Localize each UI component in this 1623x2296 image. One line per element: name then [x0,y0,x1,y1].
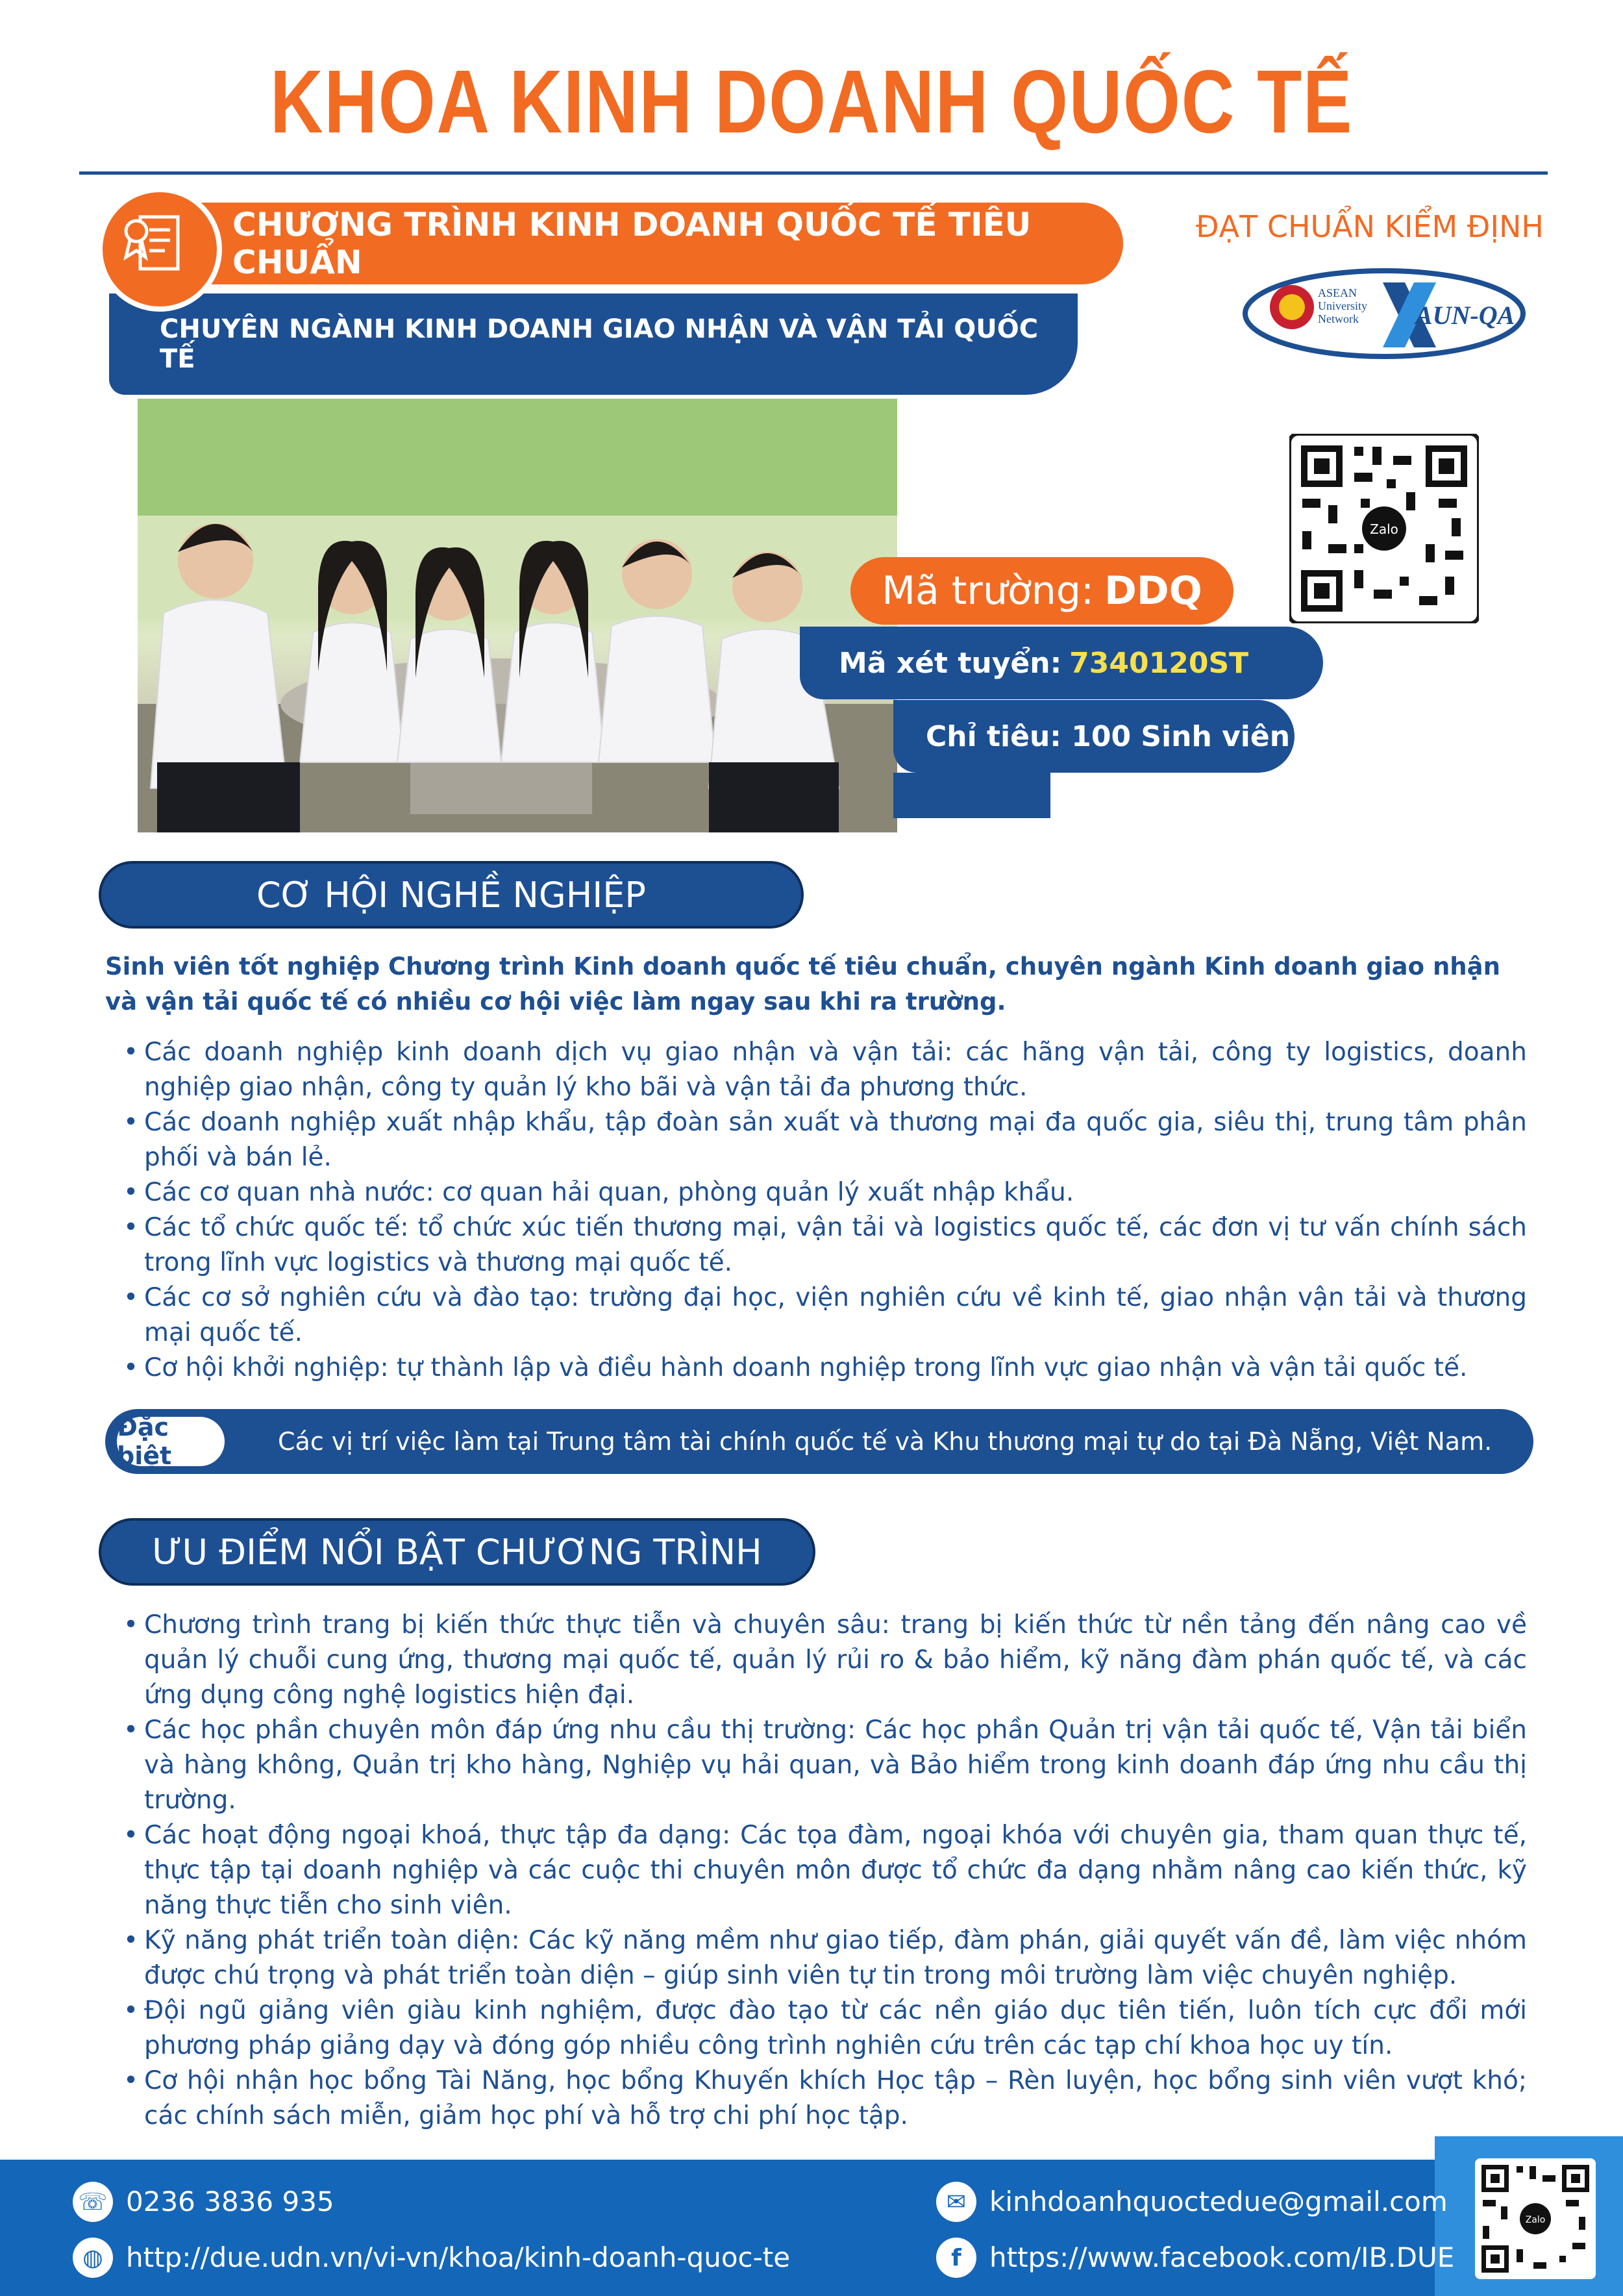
zalo-qr-code[interactable] [1289,434,1479,623]
quota-tail [893,773,1050,818]
logo-text-university: University [1318,299,1367,312]
certificate-icon [103,192,206,296]
special-text: Các vị trí việc làm tại Trung tâm tài chính quốc tế và Khu thương mại tự do tại Đà Nẵng, Việt Nam. [278,1427,1493,1456]
list-item: • Các doanh nghiệp xuất nhập khẩu, tập đoàn sản xuất và thương mại đa quốc gia, siêu thị, trung tâm phân phối và bán lẻ. [105,1105,1527,1175]
list-item: • Cơ hội nhận học bổng Tài Năng, học bổng Khuyến khích Học tập – Rèn luyện, học bổng sinh viên vượt khó; các chính sách miễn, giảm học phí và hỗ trợ chi phí học tập. [105,2064,1527,2134]
major-label: CHUYÊN NGÀNH KINH DOANH GIAO NHẬN VÀ VẬN TẢI QUỐC TẾ [160,314,1039,374]
facebook-icon: f [936,2238,976,2278]
list-item: • Chương trình trang bị kiến thức thực tiễn và chuyên sâu: trang bị kiến thức từ nền tảng đến nâng cao về quản lý chuỗi cung ứng, thương mại quốc tế, quản lý rủi ro & bảo hiểm, kỹ năng đàm phán quốc tế, và các ứng dụng công nghệ logistics hiện đại. [105,1608,1527,1713]
footer-qr-code[interactable] [1475,2158,1596,2279]
list-item: • Các hoạt động ngoại khoá, thực tập đa dạng: Các tọa đàm, ngoại khóa với chuyên gia, tham quan thực tế, thực tập tại doanh nghiệp và các cuộc thi chuyên môn được tổ chức đa dạng nhằm nâng cao kiến thức, kỹ năng thực tiễn cho sinh viên. [105,1818,1527,1923]
accreditation-label: ĐẠT CHUẨN KIỂM ĐỊNH [1195,209,1544,244]
list-item: • Các cơ quan nhà nước: cơ quan hải quan, phòng quản lý xuất nhập khẩu. [105,1175,1527,1210]
careers-heading [99,861,804,929]
list-item: • Các doanh nghiệp kinh doanh dịch vụ giao nhận và vận tải: các hãng vận tải, công ty logistics, doanh nghiệp giao nhận, công ty quản lý kho bãi và vận tải đa phương thức. [105,1035,1527,1105]
email-icon: ✉ [936,2182,976,2222]
quota-pill [893,700,1295,773]
footer-qr-zalo-label: Zalo [1525,2215,1546,2225]
phone-icon: ☏ [73,2182,113,2222]
list-item: • Cơ hội khởi nghiệp: tự thành lập và điều hành doanh nghiệp trong lĩnh vực giao nhận và vận tải quốc tế. [105,1351,1527,1386]
school-code-value: DDQ [1104,568,1202,614]
globe-icon: ◍ [73,2238,113,2278]
advantages-heading [99,1518,815,1586]
major-banner [109,293,1078,395]
list-item: • Đội ngũ giảng viên giàu kinh nghiệm, được đào tạo từ các nền giáo dục tiên tiến, luôn tích cực đổi mới phương pháp giảng dạy và đóng góp nhiều công trình nghiên cứu trên các tạp chí khoa học uy tín. [105,1993,1527,2064]
logo-text-network: Network [1318,312,1359,325]
school-code-label: Mã trường: [882,568,1095,614]
logo-text-brand: AUN-QA [1415,301,1515,330]
list-item: • Các học phần chuyên môn đáp ứng nhu cầu thị trường: Các học phần Quản trị vận tải quốc tế, Vận tải biển và hàng không, Quản trị kho hàng, Nghiệp vụ hải quan, và Bảo hiểm trong kinh doanh đáp ứng nhu cầu thị trường. [105,1713,1527,1818]
aun-qa-logo [1241,256,1527,367]
footer-website-link[interactable]: http://due.udn.vn/vi-vn/khoa/kinh-doanh-quoc-te [126,2241,791,2273]
students-photo [138,399,897,832]
advantages-heading-text: ƯU ĐIỂM NỔI BẬT CHƯƠNG TRÌNH [152,1531,762,1573]
admission-code-pill [800,627,1323,699]
careers-heading-text: CƠ HỘI NGHỀ NGHIỆP [256,874,646,916]
list-item: • Các cơ sở nghiên cứu và đào tạo: trường đại học, viện nghiên cứu về kinh tế, giao nhận vận tải và thương mại quốc tế. [105,1280,1527,1351]
footer-phone[interactable]: 0236 3836 935 [126,2186,334,2217]
school-code-pill [850,557,1233,625]
program-banner [136,203,1123,284]
footer-facebook-link[interactable]: https://www.facebook.com/IB.DUE [989,2241,1455,2273]
students-illustration [138,399,897,832]
advantages-list [105,1608,1527,2134]
admission-code-value: 7340120ST [1069,646,1249,680]
logo-text-asean: ASEAN [1318,286,1357,299]
special-tag: Đặc biệt [117,1417,225,1466]
list-item: • Các tổ chức quốc tế: tổ chức xúc tiến thương mại, vận tải và logistics quốc tế, các đơn vị tư vấn chính sách trong lĩnh vực logistics và thương mại quốc tế. [105,1210,1527,1280]
quota-text: Chỉ tiêu: 100 Sinh viên [926,719,1291,753]
program-label: CHƯƠNG TRÌNH KINH DOANH QUỐC TẾ TIÊU CHUẨN [232,206,1032,281]
careers-intro: Sinh viên tốt nghiệp Chương trình Kinh doanh quốc tế tiêu chuẩn, chuyên ngành Kinh doanh giao nhận và vận tải quốc tế có nhiều cơ hội việc làm ngay sau khi ra trường. [105,953,1500,1016]
careers-list [105,1035,1527,1386]
page-title: KHOA KINH DOANH QUỐC TẾ [269,52,1354,152]
zalo-label: Zalo [1370,521,1398,537]
admission-code-label: Mã xét tuyển: [839,646,1062,680]
title-divider [79,171,1548,175]
list-item: • Kỹ năng phát triển toàn diện: Các kỹ năng mềm như giao tiếp, đàm phán, giải quyết vấn đề, làm việc nhóm được chú trọng và phát triển toàn diện – giúp sinh viên tự tin trong môi trường làm việc chuyên nghiệp. [105,1923,1527,1993]
footer-email-link[interactable]: kinhdoanhquoctedue@gmail.com [989,2186,1448,2217]
certificate-badge [97,187,222,312]
